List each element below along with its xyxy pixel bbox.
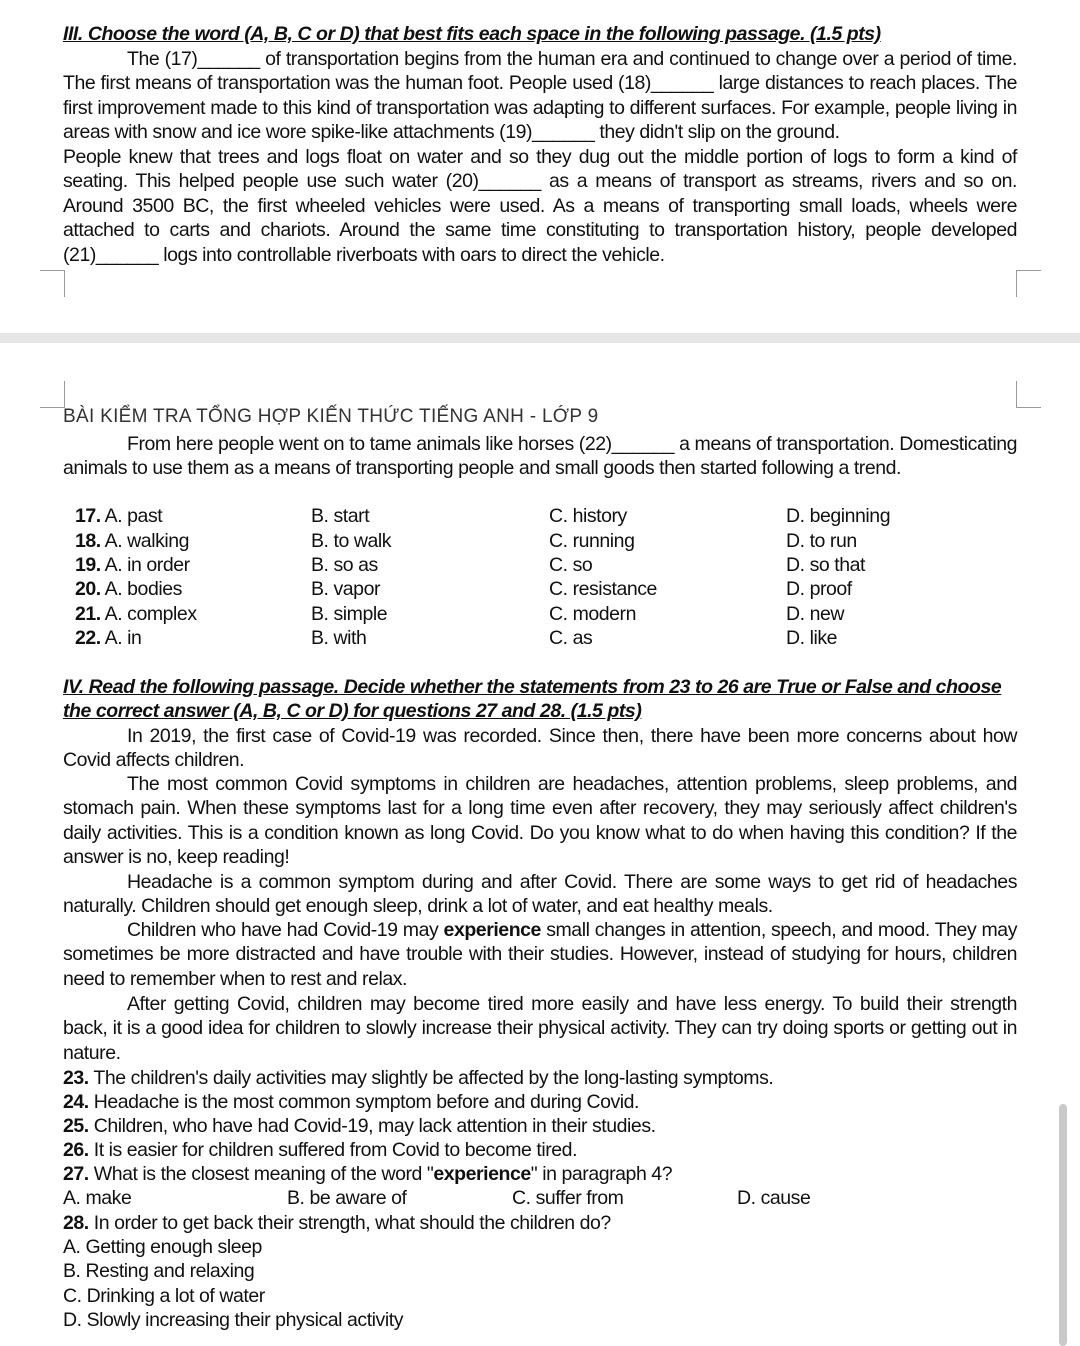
question-20-options	[75, 577, 975, 601]
highlighted-word: experience	[433, 1163, 531, 1185]
page-separator	[0, 333, 1080, 343]
statement-text: Children, who have had Covid-19, may lack attention in their studies.	[88, 1115, 656, 1137]
reading-paragraph-5: After getting Covid, children may become tired more easily and have less energy. To build their strength back, it is a good idea for children to slowly increase their physical activity. They can try doing sports or getting out in nature.	[63, 993, 1017, 1064]
question-22-options	[75, 626, 975, 650]
option-a: A. in	[104, 627, 142, 649]
question-21-options	[75, 602, 975, 626]
text-run: Children who have had Covid-19 may	[127, 919, 444, 941]
question-18-options	[75, 529, 975, 553]
page-corner-mark	[1016, 381, 1041, 408]
statement-24	[63, 1090, 639, 1114]
vertical-scrollbar[interactable]	[1059, 1104, 1067, 1346]
question-28-option-c: C. Drinking a lot of water	[63, 1285, 265, 1307]
option-d: D. to run	[786, 530, 857, 552]
reading-paragraph-1: In 2019, the first case of Covid-19 was recorded. Since then, there have been more concerns about how Covid affects children.	[63, 725, 1017, 772]
question-28-option-d: D. Slowly increasing their physical activity	[63, 1309, 403, 1331]
question-number: 25.	[63, 1115, 89, 1137]
option-c: C. so	[549, 554, 593, 576]
option-d: D. proof	[786, 578, 852, 600]
option-c: C. resistance	[549, 578, 657, 600]
option-d: D. so that	[786, 554, 865, 576]
passage-paragraph-2: People knew that trees and logs float on water and so they dug out the middle portion of logs to form a kind of seating. This helped people use such water (20)______ as a means of transport as streams, rivers and so on. Around 3500 BC, the first wheeled vehicles were used. As a means of transporting small loads, wheels were attached to carts and chariots. Around the same time constituting to transportation history, people developed (21)______ logs into controllable riverboats with oars to direct the vehicle.	[63, 146, 1017, 266]
option-a: A. complex	[104, 603, 197, 625]
statement-text: Headache is the most common symptom before and during Covid.	[88, 1091, 640, 1113]
question-number: 24.	[63, 1091, 89, 1113]
section-3-heading: III. Choose the word (A, B, C or D) that best fits each space in the following passage. (1.5 pts)	[63, 23, 881, 45]
question-number: 19.	[75, 554, 101, 576]
question-number: 28.	[63, 1212, 89, 1234]
option-a: A. walking	[104, 530, 190, 552]
question-number: 23.	[63, 1067, 89, 1089]
option-d: D. beginning	[786, 505, 891, 527]
option-b: B. start	[311, 505, 370, 527]
question-19-options	[75, 553, 975, 577]
option-c: C. running	[549, 530, 635, 552]
option-c: C. as	[549, 627, 593, 649]
option-d: D. cause	[737, 1187, 811, 1209]
option-b: B. to walk	[311, 530, 392, 552]
option-b: B. be aware of	[287, 1187, 407, 1209]
statement-text: The children's daily activities may slightly be affected by the long-lasting symptoms.	[88, 1067, 774, 1089]
section-4-heading: IV. Read the following passage. Decide whether the statements from 23 to 26 are True or False and choose the correct answer (A, B, C or D) for questions 27 and 28. (1.5 pts)	[63, 676, 1002, 723]
text-run: " in paragraph 4?	[530, 1163, 673, 1185]
reading-paragraph-2: The most common Covid symptoms in children are headaches, attention problems, sleep problems, and stomach pain. When these symptoms last for a long time even after recovery, they may seriously affect children's daily activities. This is a condition known as long Covid. Do you know what to do when having this condition? If the answer is no, keep reading!	[63, 773, 1017, 869]
reading-paragraph-4	[63, 918, 1017, 991]
page-corner-mark	[40, 381, 65, 408]
option-a: A. past	[104, 505, 163, 527]
statement-text: It is easier for children suffered from Covid to become tired.	[88, 1139, 578, 1161]
option-d: D. like	[786, 627, 838, 649]
question-number: 18.	[75, 530, 101, 552]
statement-26	[63, 1138, 577, 1162]
question-number: 21.	[75, 603, 101, 625]
reading-paragraph-3: Headache is a common symptom during and after Covid. There are some ways to get rid of headaches naturally. Children should get enough sleep, drink a lot of water, and eat healthy meals.	[63, 871, 1017, 918]
passage-paragraph-1: The (17)______ of transportation begins from the human era and continued to change over a period of time. The first means of transportation was the human foot. People used (18)______ large distances to reach places. The first improvement made to this kind of transportation was adapting to different surfaces. For example, people living in areas with snow and ice wore spike-like attachments (19)______ they didn't slip on the ground.	[63, 48, 1017, 144]
statement-23	[63, 1066, 773, 1090]
option-b: B. so as	[311, 554, 378, 576]
page-corner-mark	[40, 270, 65, 297]
question-27	[63, 1162, 672, 1186]
option-a: A. in order	[104, 554, 190, 576]
option-c: C. suffer from	[512, 1187, 624, 1209]
question-28-option-b: B. Resting and relaxing	[63, 1260, 255, 1282]
question-28	[63, 1211, 611, 1235]
question-28-option-a: A. Getting enough sleep	[63, 1236, 262, 1258]
highlighted-word: experience	[443, 919, 541, 941]
statement-25	[63, 1114, 656, 1138]
text-run: What is the closest meaning of the word "	[88, 1163, 434, 1185]
text-run: small changes in attention, speech, and mood. They may sometimes be more distracted and have trouble with their studies. However, instead of studying for hours, children need to remember when to rest and relax.	[63, 919, 1017, 990]
option-a: A. bodies	[104, 578, 182, 600]
page-title: BÀI KIỂM TRA TỔNG HỢP KIẾN THỨC TIẾNG ANH - LỚP 9	[63, 406, 599, 427]
question-number: 20.	[75, 578, 101, 600]
question-number: 17.	[75, 505, 101, 527]
page-corner-mark	[1016, 270, 1041, 297]
option-d: D. new	[786, 603, 844, 625]
option-c: C. modern	[549, 603, 636, 625]
option-c: C. history	[549, 505, 627, 527]
question-number: 22.	[75, 627, 101, 649]
question-27-options	[63, 1186, 963, 1210]
passage-paragraph-3: From here people went on to tame animals like horses (22)______ a means of transportation. Domesticating animals to use them as a means of transporting people and small goods then started following a trend.	[63, 433, 1017, 480]
option-b: B. simple	[311, 603, 388, 625]
option-b: B. with	[311, 627, 367, 649]
question-number: 27.	[63, 1163, 89, 1185]
option-a: A. make	[63, 1187, 132, 1209]
option-b: B. vapor	[311, 578, 381, 600]
question-17-options	[75, 504, 975, 528]
question-number: 26.	[63, 1139, 89, 1161]
question-text: In order to get back their strength, what should the children do?	[88, 1212, 611, 1234]
